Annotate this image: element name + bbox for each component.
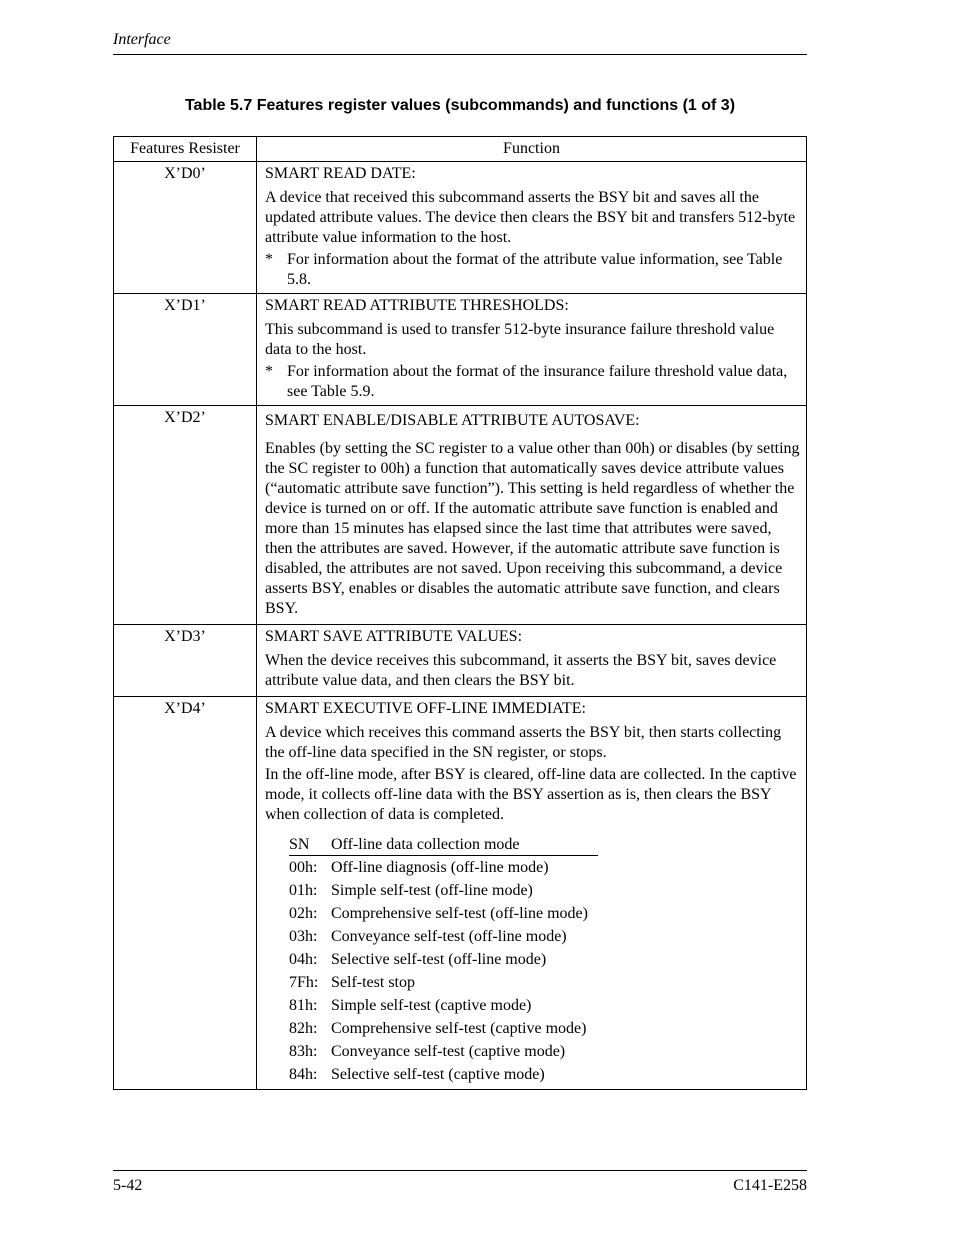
sn-code: 82h:	[289, 1020, 318, 1037]
note-asterisk: *	[265, 363, 273, 380]
sn-row	[289, 1063, 598, 1086]
table-row	[114, 625, 807, 697]
sn-code: 81h:	[289, 997, 318, 1014]
function-description: Enables (by setting the SC register to a value other than 00h) or disables (by setting the SC register to 00h) a function that automatically saves device attribute values (“automatic attribute save function”). This setting is held regardless of whether the device is turned on or off. If the automatic attribute save function is enabled and more than 15 minutes has elapsed since the last time that attributes were saved, then the attributes are saved. However, if the automatic attribute save function is disabled, the attributes are not saved. Upon receiving this subcommand, a device asserts BSY, enables or disables the automatic attribute save function, and clears BSY.	[265, 440, 800, 617]
function-cell	[257, 406, 807, 625]
sn-code: 03h:	[289, 928, 318, 945]
function-cell	[257, 697, 807, 1090]
sn-mode: Simple self-test (captive mode)	[331, 997, 532, 1014]
sn-code: 83h:	[289, 1043, 318, 1060]
function-title: SMART READ DATE:	[265, 165, 416, 182]
sn-mode: Conveyance self-test (off-line mode)	[331, 928, 567, 945]
sn-row	[289, 994, 598, 1017]
header-rule	[113, 54, 807, 55]
note-text: For information about the format of the insurance failure threshold value data, see Table 5.9.	[287, 363, 788, 400]
function-description: When the device receives this subcommand, it asserts the BSY bit, saves device attribute value data, and then clears the BSY bit.	[265, 652, 777, 689]
table-row	[114, 294, 807, 406]
note-text: For information about the format of the attribute value information, see Table 5.8.	[287, 251, 783, 288]
function-description: A device which receives this command asserts the BSY bit, then starts collecting the off-line data specified in the SN register, or stops.	[265, 724, 782, 761]
table-caption: Table 5.7 Features register values (subcommands) and functions (1 of 3)	[184, 97, 736, 114]
function-cell	[257, 294, 807, 406]
register-value: X’D4’	[114, 697, 257, 1090]
function-note	[265, 362, 800, 402]
function-title: SMART READ ATTRIBUTE THRESHOLDS:	[265, 297, 569, 314]
sn-mode: Conveyance self-test (captive mode)	[331, 1043, 566, 1060]
function-cell	[257, 162, 807, 294]
sn-code: 7Fh:	[289, 974, 319, 991]
register-value: X’D3’	[114, 625, 257, 697]
document-id: C141-E258	[733, 1177, 807, 1194]
page-number: 5-42	[113, 1177, 143, 1194]
function-title: SMART SAVE ATTRIBUTE VALUES:	[265, 628, 523, 645]
sn-mode: Comprehensive self-test (captive mode)	[331, 1020, 587, 1037]
note-asterisk: *	[265, 251, 273, 268]
sn-row	[289, 925, 598, 948]
sn-mode: Selective self-test (captive mode)	[331, 1066, 545, 1083]
table-row	[114, 406, 807, 625]
col-header-function: Function	[257, 137, 807, 162]
sn-row	[289, 1040, 598, 1063]
sn-mode: Selective self-test (off-line mode)	[331, 951, 547, 968]
sn-code: 00h:	[289, 859, 318, 876]
function-note	[265, 250, 800, 290]
sn-header-row	[289, 835, 598, 856]
running-header: Interface	[113, 31, 171, 48]
sn-row	[289, 1017, 598, 1040]
function-description: A device that received this subcommand asserts the BSY bit and saves all the updated attribute values. The device then clears the BSY bit and transfers 512-byte attribute value information to the host.	[265, 189, 796, 246]
sn-mode: Simple self-test (off-line mode)	[331, 882, 533, 899]
register-value: X’D1’	[114, 294, 257, 406]
sn-row	[289, 971, 598, 994]
function-title: SMART EXECUTIVE OFF-LINE IMMEDIATE:	[265, 700, 586, 717]
sn-mode-table	[289, 835, 598, 1086]
sn-code: 04h:	[289, 951, 318, 968]
function-title: SMART ENABLE/DISABLE ATTRIBUTE AUTOSAVE:	[265, 412, 640, 429]
table-row	[114, 162, 807, 294]
register-value: X’D0’	[114, 162, 257, 294]
table-row	[114, 697, 807, 1090]
table-header-row	[114, 137, 807, 162]
sn-header-mode: Off-line data collection mode	[331, 835, 598, 856]
col-header-features-register: Features Resister	[114, 137, 257, 162]
footer-rule	[113, 1170, 807, 1171]
sn-row	[289, 856, 598, 880]
sn-code: 01h:	[289, 882, 318, 899]
sn-header-code: SN	[289, 835, 331, 856]
sn-mode: Off-line diagnosis (off-line mode)	[331, 859, 549, 876]
function-description: In the off-line mode, after BSY is cleared, off-line data are collected. In the captive mode, it collects off-line data with the BSY assertion as is, then clears the BSY when collection of data is completed.	[265, 766, 797, 823]
features-register-table	[113, 136, 807, 1090]
sn-code: 02h:	[289, 905, 318, 922]
sn-row	[289, 902, 598, 925]
function-cell	[257, 625, 807, 697]
register-value: X’D2’	[114, 406, 257, 625]
sn-row	[289, 948, 598, 971]
sn-code: 84h:	[289, 1066, 318, 1083]
function-description: This subcommand is used to transfer 512-byte insurance failure threshold value data to the host.	[265, 321, 775, 358]
sn-row	[289, 879, 598, 902]
sn-mode: Self-test stop	[331, 974, 415, 991]
sn-mode: Comprehensive self-test (off-line mode)	[331, 905, 588, 922]
